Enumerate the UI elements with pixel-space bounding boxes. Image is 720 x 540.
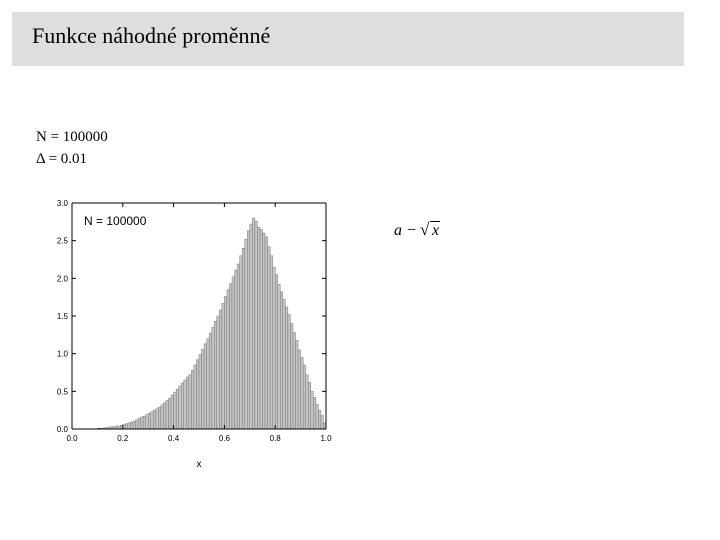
x-tick-label: 0.6 bbox=[218, 434, 230, 443]
histogram-bar bbox=[207, 339, 210, 429]
y-tick-label: 1.0 bbox=[56, 349, 68, 359]
y-tick-label: 1.5 bbox=[56, 312, 68, 321]
histogram-bar bbox=[293, 333, 296, 429]
x-tick-label: 0.0 bbox=[66, 434, 78, 443]
y-tick-label: 0.5 bbox=[56, 387, 68, 397]
histogram-bar bbox=[235, 270, 238, 429]
histogram-bar bbox=[184, 380, 187, 429]
x-tick-label: 1.0 bbox=[320, 434, 332, 443]
x-tick-label: 0.2 bbox=[117, 434, 129, 443]
histogram-bar bbox=[196, 360, 199, 429]
histogram-bar bbox=[285, 307, 288, 429]
histogram-bar bbox=[141, 417, 144, 429]
histogram-bar bbox=[313, 397, 316, 429]
formula-sqrt bbox=[421, 222, 440, 240]
histogram-bar bbox=[301, 357, 304, 429]
histogram-bar bbox=[133, 421, 136, 429]
histogram-bar bbox=[227, 290, 230, 429]
slide-title-bar bbox=[12, 12, 684, 66]
formula bbox=[394, 222, 440, 240]
y-tick-label: 2.5 bbox=[56, 236, 68, 246]
histogram-bar bbox=[189, 375, 192, 429]
histogram-bar bbox=[283, 299, 286, 429]
histogram-bar bbox=[290, 324, 293, 429]
histogram-bar bbox=[186, 377, 189, 429]
histogram-bar bbox=[199, 354, 202, 429]
histogram-bar bbox=[194, 365, 197, 429]
histogram-bar bbox=[161, 405, 164, 429]
histogram-bar bbox=[214, 321, 217, 429]
histogram-bar bbox=[191, 370, 194, 429]
histogram-bar bbox=[181, 383, 184, 429]
histogram-bar bbox=[280, 292, 283, 429]
histogram-bar bbox=[204, 344, 207, 429]
histogram-bar bbox=[278, 284, 281, 429]
histogram-bar bbox=[263, 233, 266, 429]
histogram-bar bbox=[245, 239, 248, 429]
x-axis-label: x bbox=[196, 459, 202, 470]
histogram-bar bbox=[217, 316, 220, 429]
histogram-bar bbox=[257, 227, 260, 429]
histogram-bar bbox=[156, 409, 159, 429]
param-bin-width: Δ = 0.01 bbox=[36, 151, 88, 167]
histogram-bar bbox=[255, 221, 258, 429]
histogram-bar bbox=[288, 314, 291, 429]
parameters-block bbox=[36, 126, 108, 170]
histogram-bar bbox=[318, 410, 321, 429]
histogram-bars bbox=[97, 218, 326, 429]
histogram-bar bbox=[252, 218, 255, 429]
histogram-bar bbox=[268, 247, 271, 429]
histogram-bar bbox=[240, 256, 243, 429]
histogram-bar bbox=[125, 424, 128, 429]
y-tick-label: 3.0 bbox=[56, 199, 68, 208]
histogram-bar bbox=[311, 391, 314, 429]
histogram-bar bbox=[247, 231, 250, 429]
y-tick-label: 2.0 bbox=[56, 274, 68, 284]
histogram-bar bbox=[128, 423, 131, 429]
histogram-bar bbox=[169, 398, 172, 429]
sqrt-icon: √ bbox=[420, 220, 430, 239]
histogram-bar bbox=[148, 413, 151, 429]
histogram-bar bbox=[171, 395, 174, 429]
histogram-bar bbox=[163, 403, 166, 429]
histogram-bar bbox=[130, 422, 133, 429]
histogram-bar bbox=[222, 303, 225, 429]
histogram-bar bbox=[306, 375, 309, 429]
histogram-bar bbox=[158, 407, 161, 429]
histogram-chart bbox=[36, 192, 336, 476]
histogram-bar bbox=[166, 400, 169, 429]
histogram-bar bbox=[209, 333, 212, 429]
histogram-bar bbox=[232, 277, 235, 429]
histogram-bar bbox=[265, 237, 268, 429]
histogram-bar bbox=[219, 310, 222, 429]
histogram-bar bbox=[136, 420, 139, 429]
histogram-bar bbox=[229, 284, 232, 429]
y-tick-label: 0.0 bbox=[56, 425, 68, 434]
histogram-bar bbox=[273, 267, 276, 429]
histogram-bar bbox=[316, 404, 319, 429]
histogram-bar bbox=[321, 415, 324, 429]
chart-annotation: N = 100000 bbox=[84, 214, 147, 228]
histogram-bar bbox=[224, 296, 227, 429]
histogram-bar bbox=[138, 418, 141, 429]
histogram-bar bbox=[308, 382, 311, 429]
formula-minus: − bbox=[407, 222, 417, 239]
histogram-bar bbox=[153, 410, 156, 429]
histogram-bar bbox=[151, 412, 154, 429]
histogram-bar bbox=[242, 248, 245, 429]
formula-radicand: x bbox=[432, 222, 440, 239]
histogram-bar bbox=[270, 256, 273, 429]
param-sample-count: N = 100000 bbox=[36, 129, 108, 145]
histogram-bar bbox=[202, 349, 205, 429]
histogram-bar bbox=[174, 392, 177, 429]
histogram-bar bbox=[260, 229, 263, 429]
histogram-bar bbox=[212, 327, 215, 429]
histogram-bar bbox=[146, 415, 149, 429]
formula-variable-a: a bbox=[394, 222, 402, 239]
histogram-bar bbox=[179, 386, 182, 429]
histogram-bar bbox=[176, 389, 179, 429]
x-tick-label: 0.4 bbox=[168, 434, 180, 443]
slide-title: Funkce náhodné proměnné bbox=[32, 23, 271, 48]
histogram-bar bbox=[237, 264, 240, 429]
x-tick-label: 0.8 bbox=[269, 434, 281, 443]
histogram-bar bbox=[296, 340, 299, 429]
histogram-bar bbox=[143, 416, 146, 429]
histogram-bar bbox=[303, 365, 306, 429]
histogram-bar bbox=[275, 275, 278, 429]
histogram-bar bbox=[250, 224, 253, 429]
histogram-bar bbox=[298, 350, 301, 429]
